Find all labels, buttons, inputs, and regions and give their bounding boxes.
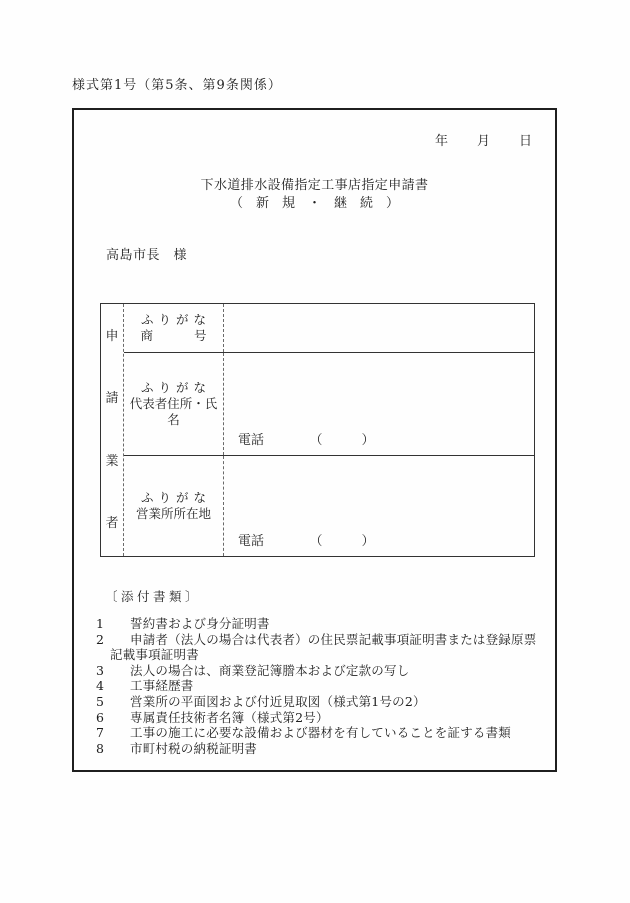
applicant-side-label	[101, 304, 124, 556]
side-char: 申	[105, 329, 119, 344]
item-text: 誓約書および身分証明書	[130, 616, 270, 631]
attachment-list	[74, 616, 546, 756]
item-text: 工事経歴書	[130, 678, 194, 694]
applicant-table	[100, 303, 535, 557]
item-text: 申請者（法人の場合は代表者）の住民票記載事項証明書または登録原票記載事項証明書	[110, 631, 537, 663]
attachment-item	[96, 678, 546, 694]
item-text: 専属責任技術者名簿（様式第2号）	[130, 709, 329, 725]
phone-line: 電話 （ ）	[238, 534, 375, 549]
form-title: 下水道排水設備指定工事店指定申請書	[200, 178, 429, 193]
side-char: 請	[105, 391, 119, 407]
trade-name-label: 商号	[140, 328, 207, 343]
attachment-item	[96, 616, 546, 632]
trade-name-label-cell	[124, 304, 224, 352]
attachment-item	[96, 725, 546, 741]
side-char: 業	[105, 453, 119, 469]
item-number: 2	[96, 631, 105, 647]
attachment-item	[96, 693, 546, 710]
item-text: 法人の場合は、商業登記簿謄本および定款の写し	[130, 662, 410, 678]
attachment-item	[96, 740, 546, 757]
phone-line: 電話 （ ）	[238, 433, 375, 448]
office-address-label-cell	[124, 456, 224, 556]
item-text: 工事の施工に必要な設備および器材を有していることを証する書類	[130, 725, 512, 741]
date-line: 年 月 日	[435, 134, 534, 149]
addressee-mayor: 高島市長 様	[106, 248, 188, 263]
table-row-trade-name	[124, 304, 534, 352]
item-text: 営業所の平面図および付近見取図（様式第1号の2）	[130, 693, 426, 709]
item-number: 4	[96, 678, 105, 694]
form-border	[72, 108, 557, 772]
item-number: 8	[96, 740, 105, 756]
item-text: 市町村税の納税証明書	[130, 740, 258, 756]
furigana-label: ふりがな	[140, 380, 211, 395]
furigana-label: ふりがな	[140, 490, 211, 505]
representative-label: 代表者住所・氏名	[129, 396, 218, 427]
office-address-label: 営業所所在地	[135, 506, 211, 521]
representative-input-area	[224, 353, 534, 455]
item-number: 5	[96, 693, 105, 709]
table-row-representative	[124, 352, 534, 455]
furigana-label: ふりがな	[140, 312, 211, 327]
item-number: 6	[96, 709, 105, 725]
table-row-office-address	[124, 455, 534, 556]
form-subtitle-new-or-renewal: （ 新 規 ・ 継 続 ）	[229, 196, 399, 211]
applicant-table-main	[124, 304, 534, 556]
side-char: 者	[105, 515, 119, 531]
item-number: 1	[96, 616, 105, 631]
trade-name-input-area	[224, 304, 534, 352]
item-number: 3	[96, 662, 105, 678]
attachment-item	[96, 662, 546, 679]
attachment-item	[96, 631, 546, 663]
office-address-input-area	[224, 456, 534, 556]
attachments-heading: 〔添付書類〕	[105, 589, 202, 604]
form-number-label: 様式第1号（第5条、第9条関係）	[72, 78, 282, 93]
representative-label-cell	[124, 353, 224, 455]
item-number: 7	[96, 725, 105, 741]
attachment-item	[96, 709, 546, 726]
